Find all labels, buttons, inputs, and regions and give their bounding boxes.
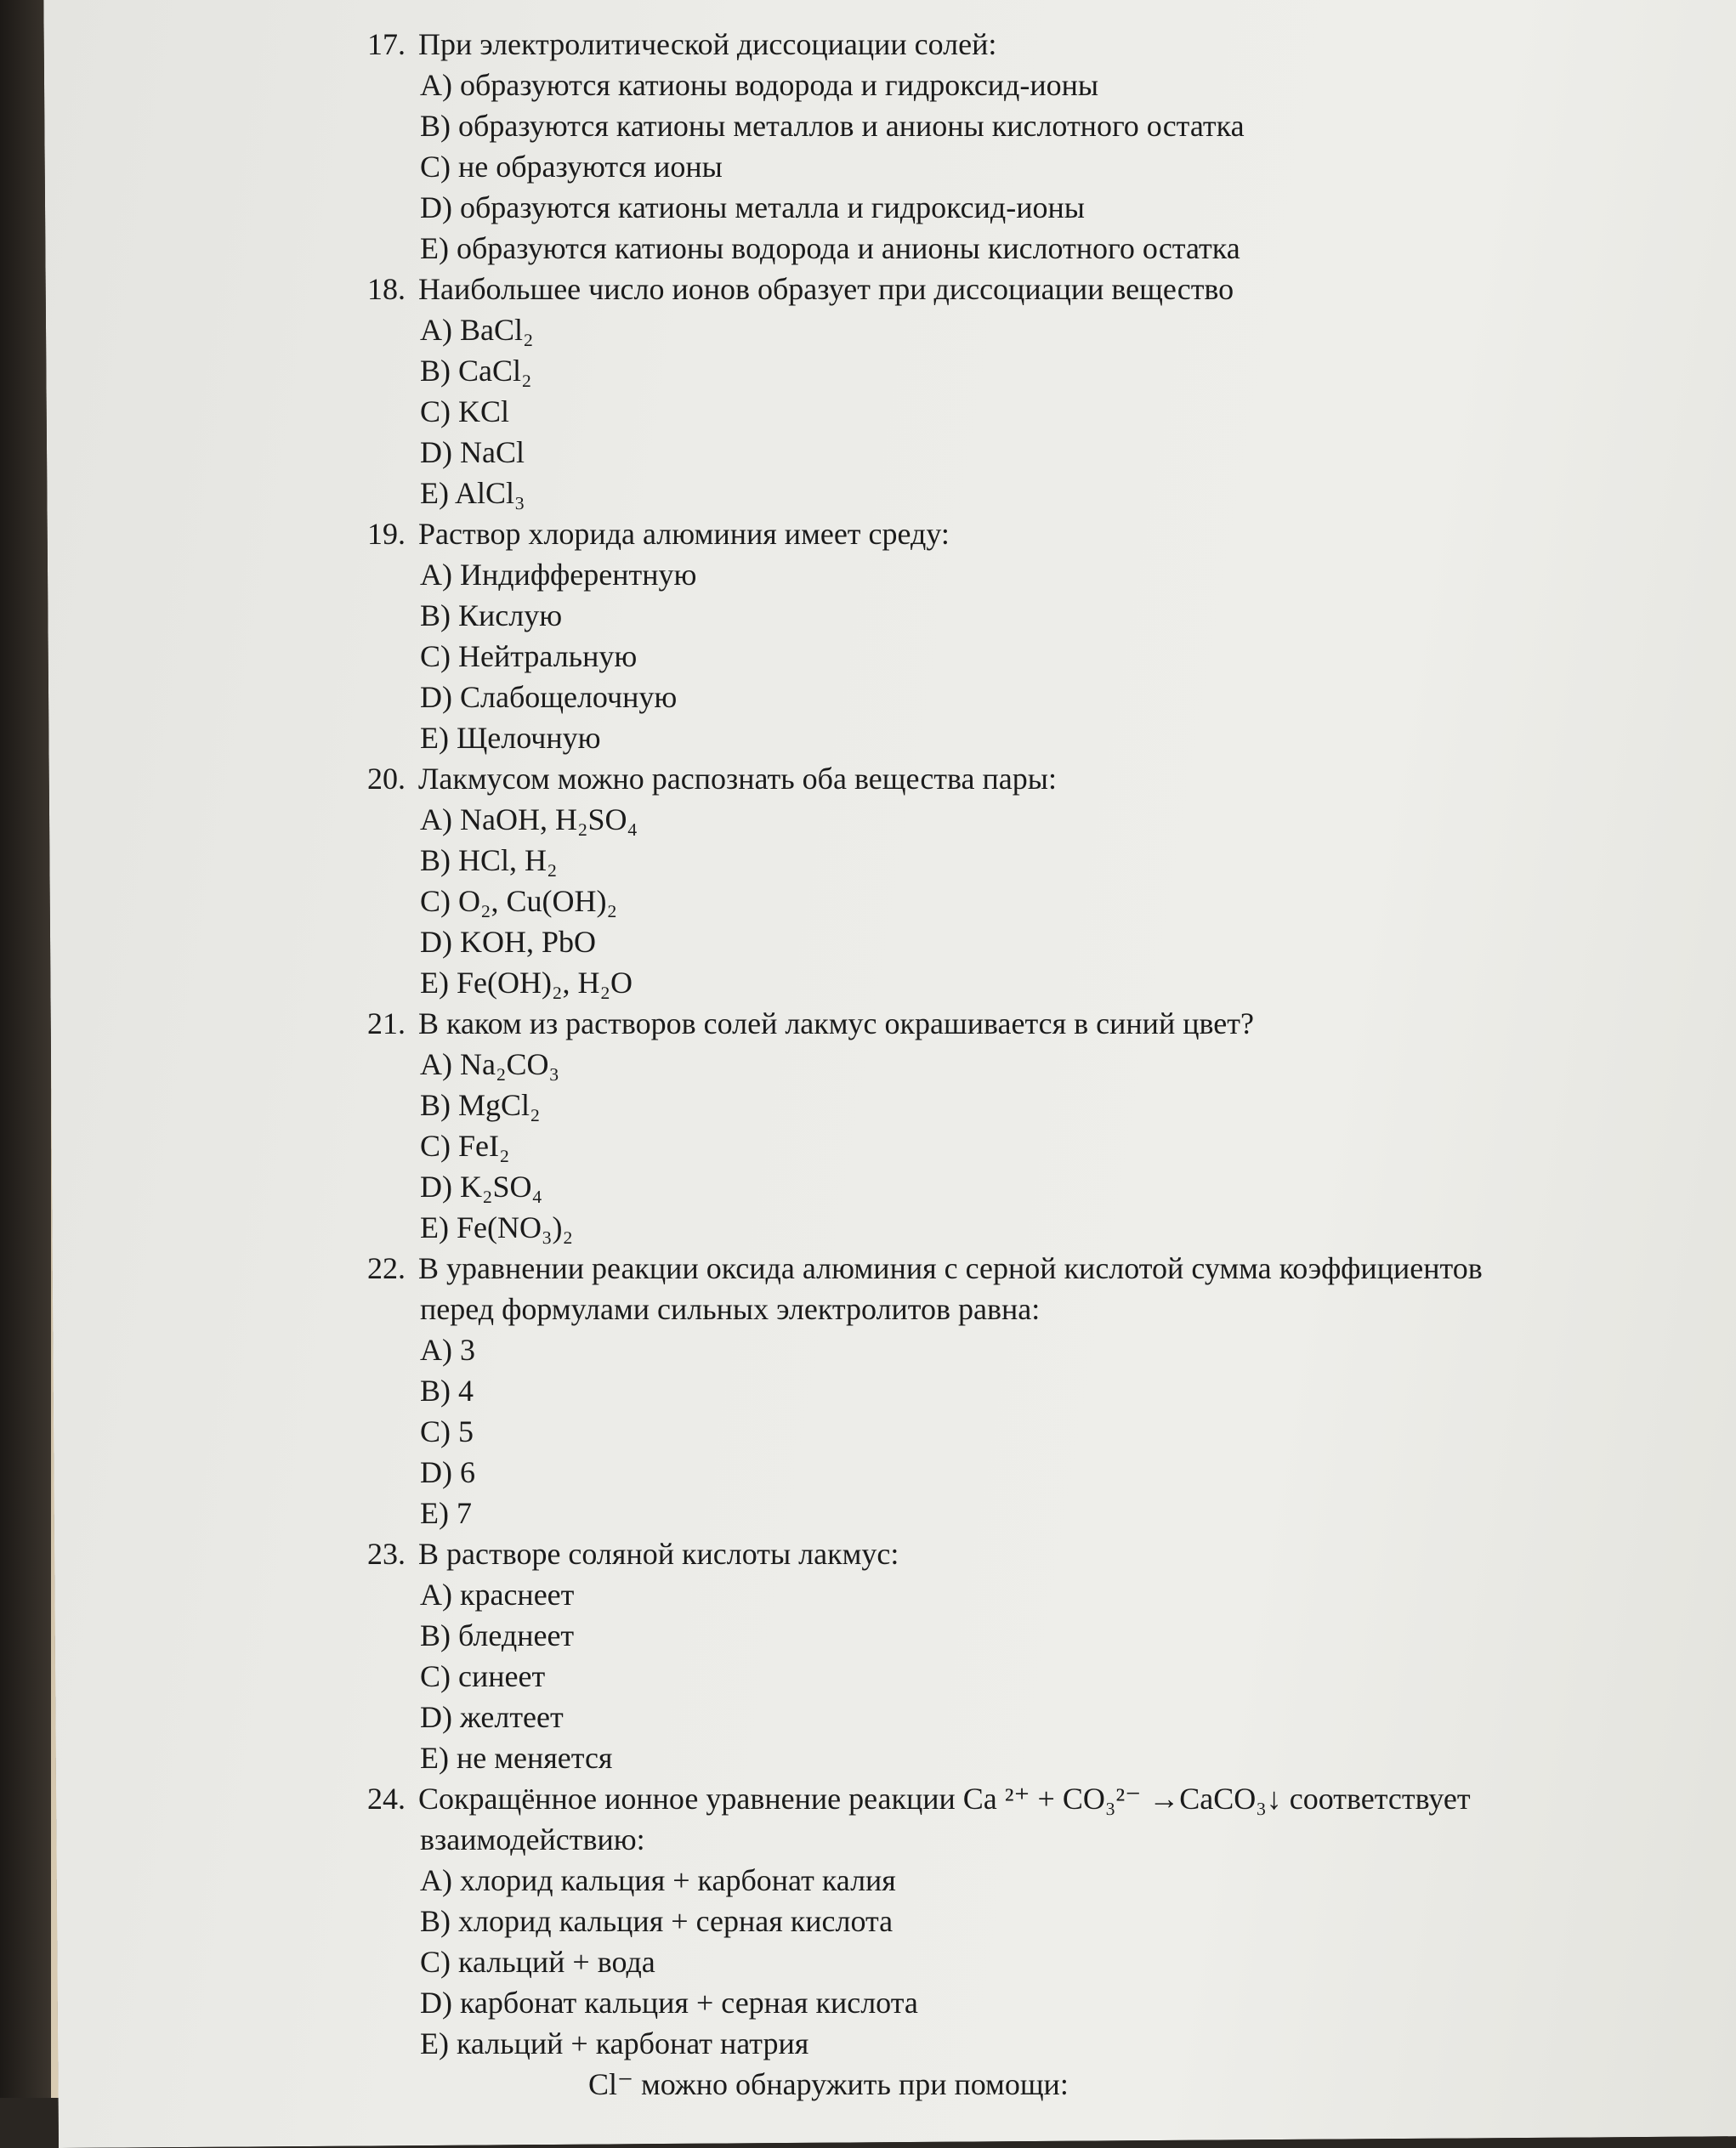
question-text: Раствор хлорида алюминия имеет среду: bbox=[418, 517, 950, 551]
option-a: A) краснеет bbox=[420, 1578, 575, 1612]
option-c: C) Нейтральную bbox=[420, 639, 638, 673]
option-a: A) образуются катионы водорода и гидроксид-ионы bbox=[420, 68, 1099, 102]
option-d: D) K₂SO₄ bbox=[420, 1170, 543, 1204]
question-22 bbox=[367, 1248, 1676, 1533]
option-b: B) хлорид кальция + серная кислота bbox=[420, 1904, 894, 1938]
option-d: D) 6 bbox=[420, 1455, 475, 1489]
option-e: E) AlCl₃ bbox=[420, 476, 525, 510]
option-b: B) CaCl₂ bbox=[420, 354, 532, 388]
question-text: Сокращённое ионное уравнение реакции Ca ²⁺ + CO₃²⁻ →CaCO₃↓ соответствует bbox=[418, 1782, 1471, 1816]
question-19 bbox=[367, 513, 1676, 758]
option-e: E) Щелочную bbox=[420, 721, 601, 755]
option-b: B) 4 bbox=[420, 1374, 474, 1408]
option-b: B) бледнеет bbox=[420, 1618, 575, 1652]
option-d: D) NaCl bbox=[420, 435, 525, 469]
cut-off-line: Cl⁻ можно обнаружить при помощи: bbox=[588, 2067, 1069, 2101]
option-a: A) NaOH, H₂SO₄ bbox=[420, 802, 638, 836]
option-c: C) не образуются ионы bbox=[420, 150, 723, 184]
question-text: В растворе соляной кислоты лакмус: bbox=[418, 1537, 899, 1571]
question-23 bbox=[367, 1533, 1676, 1778]
question-20 bbox=[367, 758, 1676, 1003]
question-number: 18. bbox=[367, 272, 406, 306]
option-a: A) хлорид кальция + карбонат калия bbox=[420, 1863, 896, 1897]
option-d: D) Слабощелочную bbox=[420, 680, 678, 714]
question-text: В уравнении реакции оксида алюминия с серной кислотой сумма коэффициентов bbox=[418, 1251, 1483, 1285]
test-page bbox=[367, 24, 1676, 2105]
option-e: E) 7 bbox=[420, 1496, 472, 1530]
option-c: C) FeI₂ bbox=[420, 1129, 510, 1163]
question-number: 19. bbox=[367, 517, 406, 551]
option-c: C) синеет bbox=[420, 1659, 546, 1693]
option-a: A) Na₂CO₃ bbox=[420, 1047, 560, 1081]
option-e: E) Fe(NO₃)₂ bbox=[420, 1210, 574, 1244]
question-number: 21. bbox=[367, 1006, 406, 1040]
question-24 bbox=[367, 1778, 1676, 2064]
question-number: 22. bbox=[367, 1251, 406, 1285]
option-b: B) образуются катионы металлов и анионы кислотного остатка bbox=[420, 109, 1245, 143]
question-number: 20. bbox=[367, 762, 406, 796]
question-number: 24. bbox=[367, 1782, 406, 1816]
option-e: E) образуются катионы водорода и анионы кислотного остатка bbox=[420, 231, 1240, 265]
question-21 bbox=[367, 1003, 1676, 1248]
question-text: Наибольшее число ионов образует при диссоциации вещество bbox=[418, 272, 1234, 306]
option-c: C) KCl bbox=[420, 394, 510, 428]
option-c: C) кальций + вода bbox=[420, 1945, 655, 1979]
option-e: E) Fe(OH)₂, H₂O bbox=[420, 966, 633, 1000]
option-e: E) не меняется bbox=[420, 1741, 613, 1775]
option-c: C) 5 bbox=[420, 1414, 474, 1448]
question-18 bbox=[367, 269, 1676, 513]
option-d: D) KOH, PbO bbox=[420, 925, 596, 959]
option-d: D) желтеет bbox=[420, 1700, 564, 1734]
option-b: B) HCl, H₂ bbox=[420, 843, 558, 877]
question-17 bbox=[367, 24, 1676, 269]
option-a: A) Индифферентную bbox=[420, 558, 697, 592]
question-text-cont: перед формулами сильных электролитов равна: bbox=[420, 1292, 1041, 1326]
question-text: При электролитической диссоциации солей: bbox=[418, 27, 997, 61]
question-text-cont: взаимодействию: bbox=[420, 1822, 645, 1856]
question-number: 17. bbox=[367, 27, 406, 61]
option-d: D) образуются катионы металла и гидроксид-ионы bbox=[420, 190, 1085, 224]
option-b: B) MgCl₂ bbox=[420, 1088, 541, 1122]
question-number: 23. bbox=[367, 1537, 406, 1571]
option-a: A) 3 bbox=[420, 1333, 475, 1367]
dark-edge bbox=[0, 0, 51, 2098]
option-c: C) O₂, Cu(OH)₂ bbox=[420, 884, 618, 918]
question-text: В каком из растворов солей лакмус окрашивается в синий цвет? bbox=[418, 1006, 1254, 1040]
option-e: E) кальций + карбонат натрия bbox=[420, 2026, 809, 2060]
option-b: B) Кислую bbox=[420, 598, 563, 632]
option-a: A) BaCl₂ bbox=[420, 313, 534, 347]
question-text: Лакмусом можно распознать оба вещества пары: bbox=[418, 762, 1057, 796]
option-d: D) карбонат кальция + серная кислота bbox=[420, 1986, 918, 2020]
